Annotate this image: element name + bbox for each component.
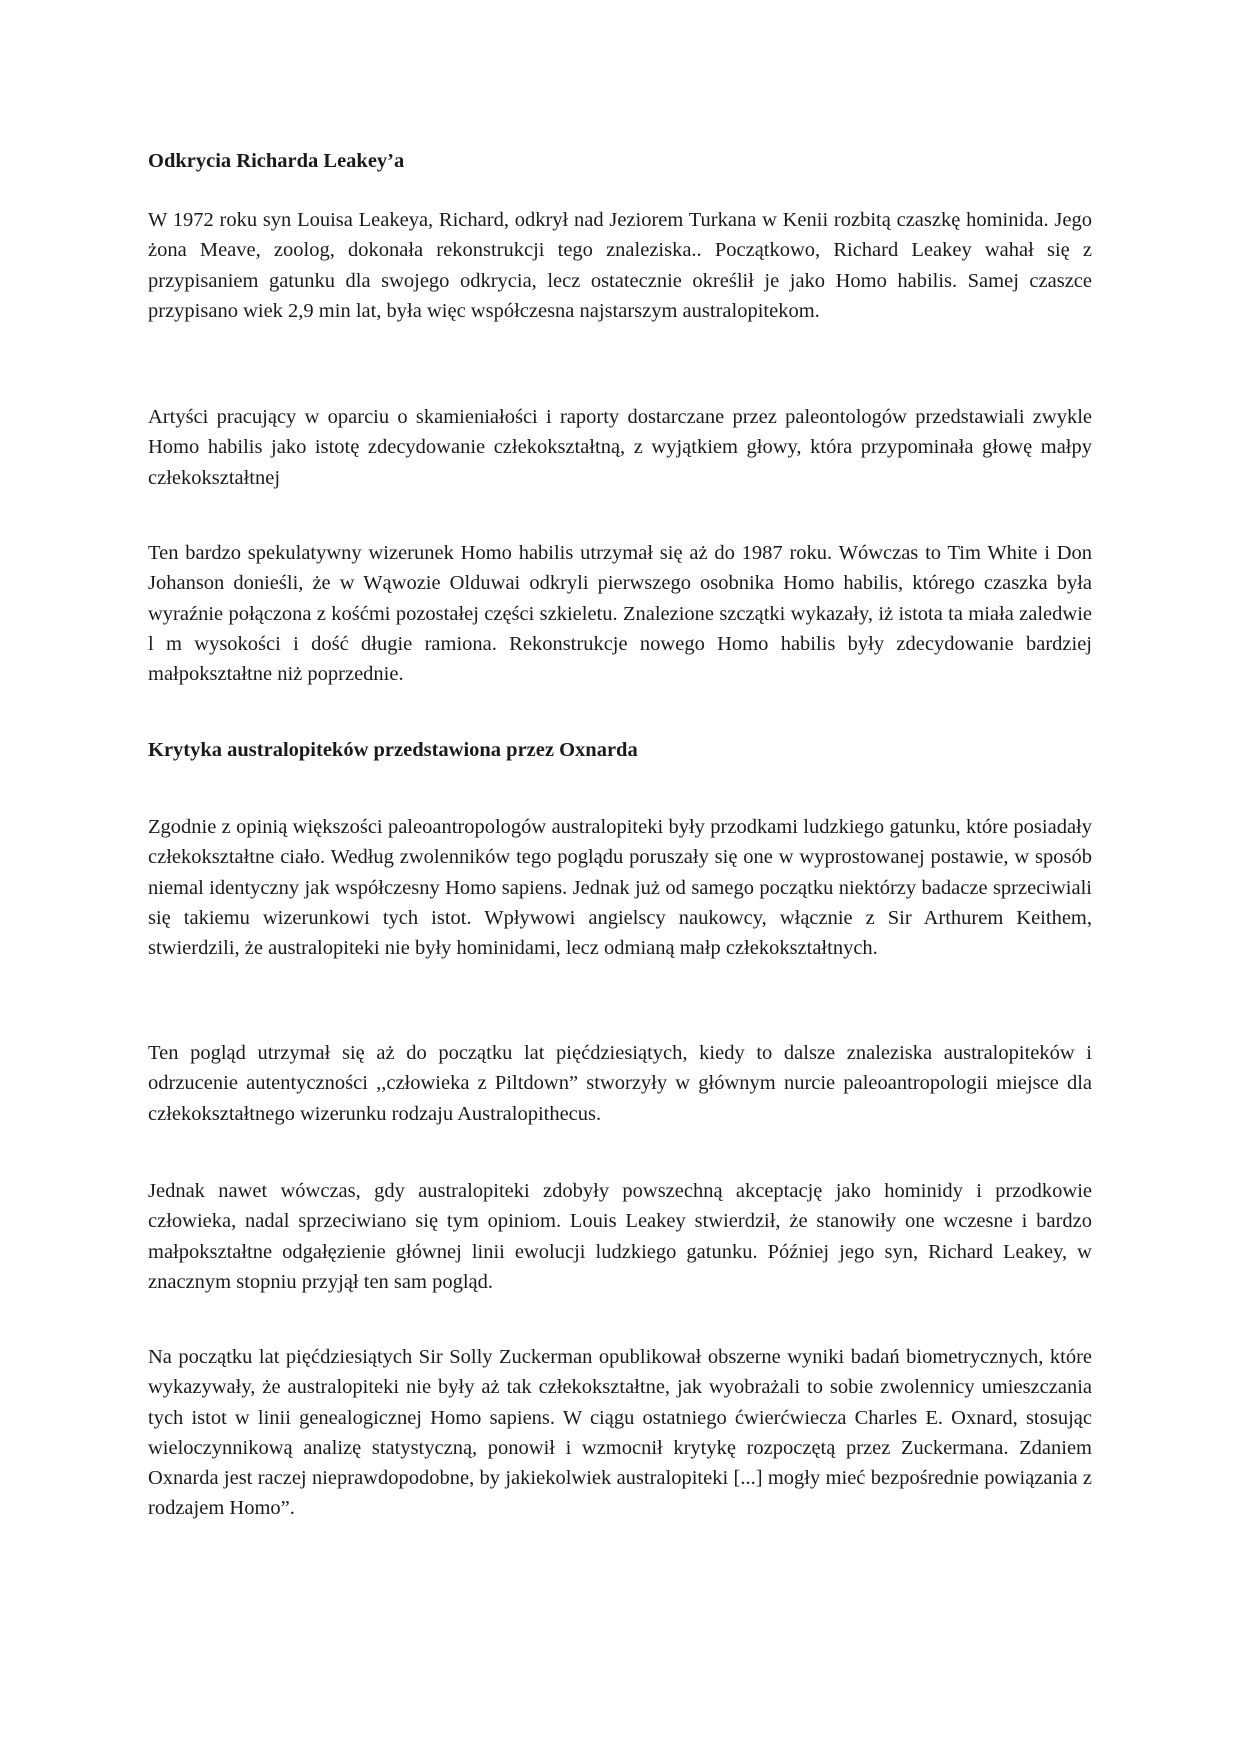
paragraph: Ten pogląd utrzymał się aż do początku lat pięćdziesiątych, kiedy to dalsze znaleziska australopiteków i odrzucenie autentyczności ,,człowieka z Piltdown” stworzyły w głównym nurcie paleoantropologii miejsce dla człekokształtnego wizerunku rodzaju Australopithecus. bbox=[148, 1042, 1092, 1125]
paragraph: W 1972 roku syn Louisa Leakeya, Richard, odkrył nad Jeziorem Turkana w Kenii rozbitą czaszkę hominida. Jego żona Meave, zoolog, dokonała rekonstrukcji tego znaleziska.. Początkowo, Richard Leakey wahał się z przypisaniem gatunku dla swojego odkrycia, lecz ostatecznie określił je jako Homo habilis. Samej czaszce przypisano wiek 2,9 min lat, była więc współczesna najstarszym australopitekom. bbox=[148, 209, 1092, 322]
paragraph: Artyści pracujący w oparciu o skamieniałości i raporty dostarczane przez paleontologów przedstawiali zwykle Homo habilis jako istotę zdecydowanie człekokształtną, z wyjątkiem głowy, która przypominała głowę małpy człekokształtnej bbox=[148, 406, 1092, 489]
paragraph: Ten bardzo spekulatywny wizerunek Homo habilis utrzymał się aż do 1987 roku. Wówczas to Tim White i Don Johanson donieśli, że w Wąwozie Olduwai odkryli pierwszego osobnika Homo habilis, którego czaszka była wyraźnie połączona z kośćmi pozostałej części szkieletu. Znalezione szczątki wykazały, iż istota ta miała zaledwie l m wysokości i dość długie ramiona. Rekonstrukcje nowego Homo habilis były zdecydowanie bardziej małpokształtne niż poprzednie. bbox=[148, 542, 1092, 686]
paragraph: Zgodnie z opinią większości paleoantropologów australopiteki były przodkami ludzkiego gatunku, które posiadały człekokształtne ciało. Według zwolenników tego poglądu poruszały się one w wyprostowanej postawie, w sposób niemal identyczny jak współczesny Homo sapiens. Jednak już od samego początku niektórzy badacze sprzeciwiali się takiemu wizerunkowi tych istot. Wpływowi angielscy naukowcy, włącznie z Sir Arthurem Keithem, stwierdzili, że australopiteki nie były hominidami, lecz odmianą małp człekokształtnych. bbox=[148, 816, 1092, 960]
paragraph: Jednak nawet wówczas, gdy australopiteki zdobyły powszechną akceptację jako hominidy i przodkowie człowieka, nadal sprzeciwiano się tym opiniom. Louis Leakey stwierdził, że stanowiły one wczesne i bardzo małpokształtne odgałęzienie głównej linii ewolucji ludzkiego gatunku. Później jego syn, Richard Leakey, w znacznym stopniu przyjął ten sam pogląd. bbox=[148, 1180, 1092, 1293]
section-heading-leakey: Odkrycia Richarda Leakey’a bbox=[148, 150, 405, 172]
section-heading-oxnard: Krytyka australopiteków przedstawiona przez Oxnarda bbox=[148, 739, 638, 761]
paragraph: Na początku lat pięćdziesiątych Sir Solly Zuckerman opublikował obszerne wyniki badań biometrycznych, które wykazywały, że australopiteki nie były aż tak człekokształtne, jak wyobrażali to sobie zwolennicy umieszczania tych istot w linii genealogicznej Homo sapiens. W ciągu ostatniego ćwierćwiecza Charles E. Oxnard, stosując wieloczynnikową analizę statystyczną, ponowił i wzmocnił krytykę rozpoczętą przez Zuckermana. Zdaniem Oxnarda jest raczej nieprawdopodobne, by jakiekolwiek australopiteki [...] mogły mieć bezpośrednie powiązania z rodzajem Homo”. bbox=[148, 1346, 1092, 1520]
